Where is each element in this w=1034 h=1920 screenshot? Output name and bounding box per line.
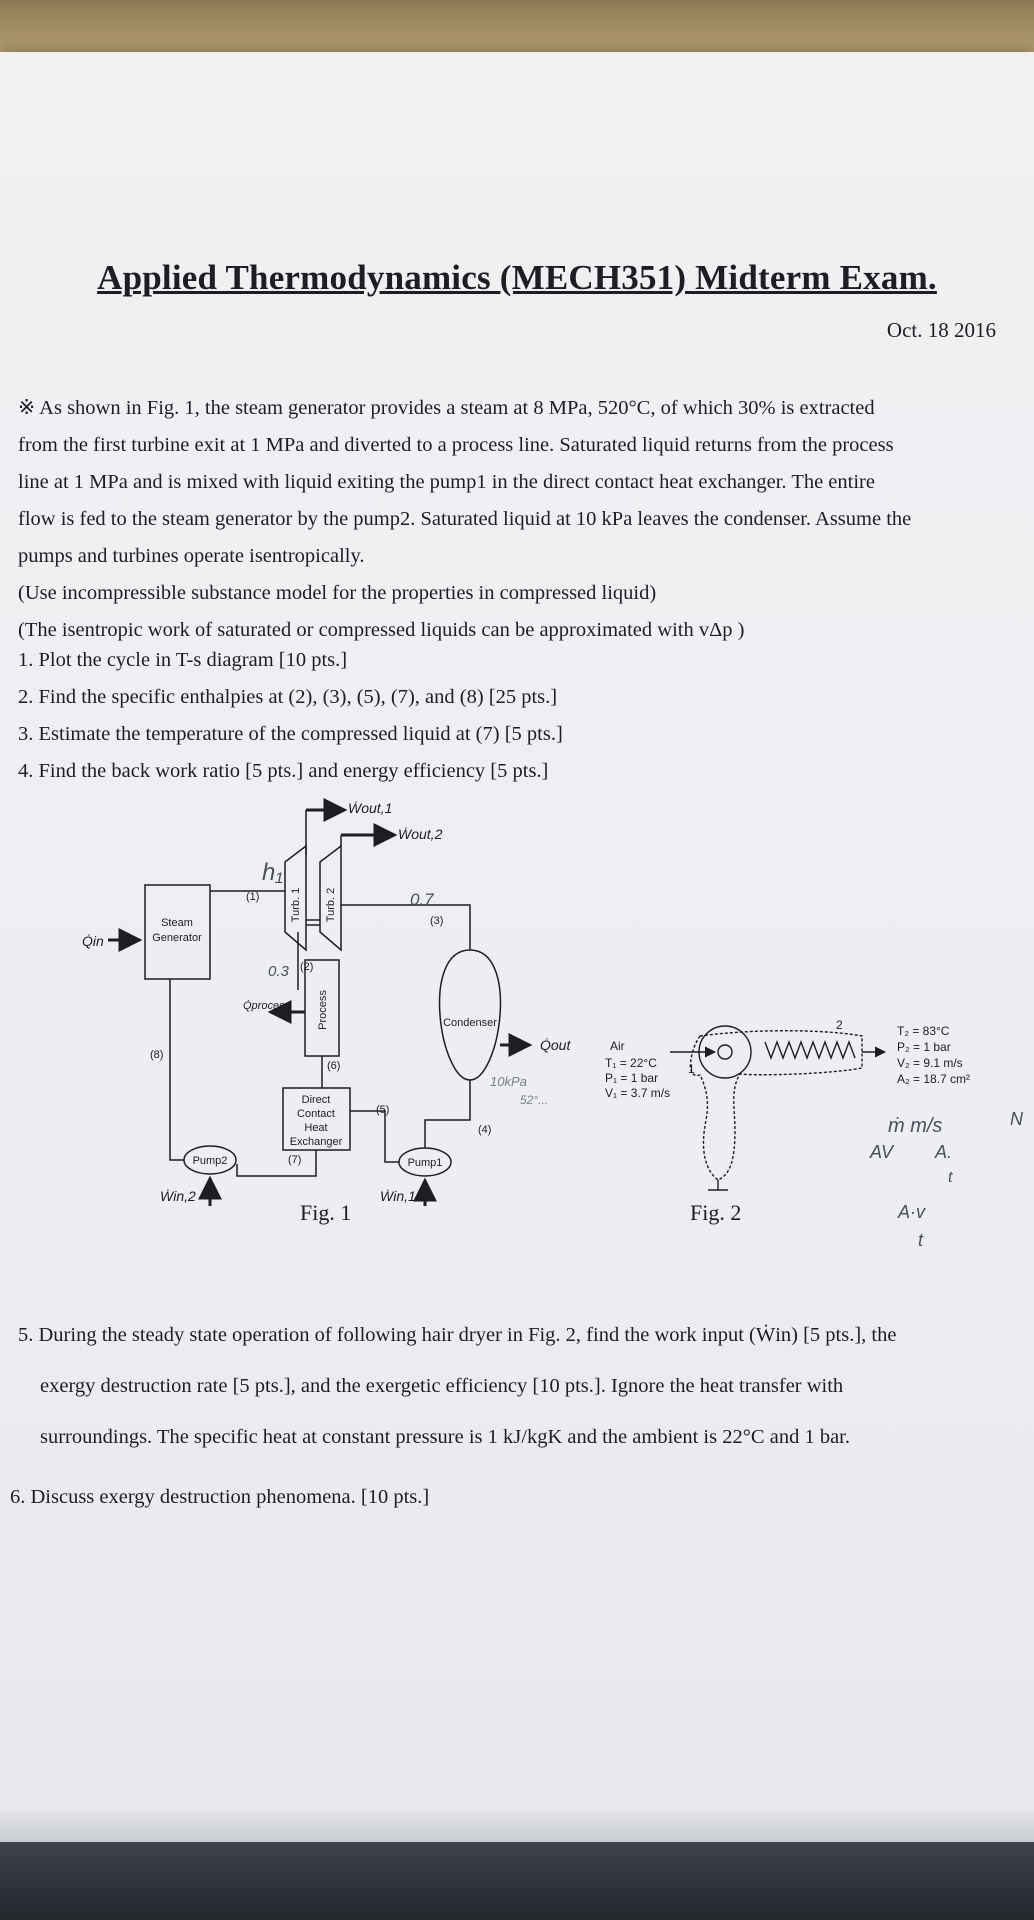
intro-line: from the first turbine exit at 1 MPa and diverted to a process line. Saturated liquid returns from the process xyxy=(18,434,894,456)
exam-date: Oct. 18 2016 xyxy=(886,318,996,342)
handwritten-note: A·v xyxy=(898,1202,925,1222)
pump-1-label: Pump1 xyxy=(407,1157,443,1169)
a2-label: A₂ = 18.7 cm² xyxy=(897,1072,971,1086)
handwritten-note: 52°... xyxy=(520,1093,549,1107)
q-process-label: Q̇process xyxy=(243,1000,291,1012)
p2-label: P₂ = 1 bar xyxy=(897,1040,951,1054)
state-label: (3) xyxy=(430,915,444,927)
q-out-label: Q̇out xyxy=(540,1037,571,1053)
turbine-1-label: Turb. 1 xyxy=(290,887,302,923)
handwritten-note: ṁ m/s xyxy=(888,1115,943,1137)
intro-line: pumps and turbines operate isentropically. xyxy=(18,545,365,567)
paper-stack-edge xyxy=(0,1812,1034,1842)
question-5-line: 5. During the steady state operation of following hair dryer in Fig. 2, find the work input (Ẇin) [5 pts.], the xyxy=(18,1324,897,1346)
state-label: (7) xyxy=(288,1154,302,1166)
problem-statement xyxy=(18,390,1003,649)
q-in-label: Q̇in xyxy=(82,933,104,949)
steam-generator-label: Generator xyxy=(152,932,202,944)
condenser-label: Condenser xyxy=(443,1017,497,1029)
state-label: (2) xyxy=(300,961,314,973)
question-5-line: surroundings. The specific heat at constant pressure is 1 kJ/kgK and the ambient is 22°C and 1 bar. xyxy=(40,1426,851,1448)
state-2-label: 2 xyxy=(836,1018,843,1032)
t2-label: T₂ = 83°C xyxy=(897,1024,950,1038)
handwritten-note: h₁ xyxy=(262,859,283,886)
dark-surface xyxy=(0,1842,1034,1920)
handwritten-note: A. xyxy=(935,1142,953,1162)
handwritten-note: N xyxy=(1010,1109,1023,1129)
v1-label: V₁ = 3.7 m/s xyxy=(605,1086,671,1100)
dchx-label: Heat xyxy=(304,1122,328,1134)
w-out2-label: Ẇout,2 xyxy=(398,826,443,842)
question-3: 3. Estimate the temperature of the compressed liquid at (7) [5 pts.] xyxy=(18,723,563,745)
figure-2-caption: Fig. 2 xyxy=(690,1200,742,1225)
handwritten-note: t xyxy=(918,1230,924,1250)
state-label: (8) xyxy=(150,1049,164,1061)
intro-line: line at 1 MPa and is mixed with liquid exiting the pump1 in the direct contact heat exchanger. The entire xyxy=(18,471,875,493)
exam-title: Applied Thermodynamics (MECH351) Midterm Exam. xyxy=(97,258,937,297)
state-label: (4) xyxy=(478,1124,492,1136)
w-in2-label: Ẇin,2 xyxy=(160,1188,196,1204)
w-out1-label: Ẇout,1 xyxy=(348,800,393,816)
pump-2-label: Pump2 xyxy=(192,1155,228,1167)
w-in1-label: Ẇin,1 xyxy=(380,1188,416,1204)
question-5-line: exergy destruction rate [5 pts.], and the exergetic efficiency [10 pts.]. Ignore the heat transfer with xyxy=(40,1375,844,1397)
dchx-label: Exchanger xyxy=(289,1136,343,1148)
process-label: Process xyxy=(317,990,329,1030)
dchx-label: Contact xyxy=(297,1108,335,1120)
handwritten-note: AV xyxy=(870,1142,894,1162)
steam-generator-label: Steam xyxy=(161,917,193,929)
exam-paper xyxy=(0,52,1034,1842)
intro-line: flow is fed to the steam generator by the pump2. Saturated liquid at 10 kPa leaves the condenser. Assume the xyxy=(18,508,912,530)
v2-label: V₂ = 9.1 m/s xyxy=(897,1056,963,1070)
turbine-2-label: Turb. 2 xyxy=(325,887,337,923)
question-1: 1. Plot the cycle in T-s diagram [10 pts.] xyxy=(18,649,348,671)
state-1-label: 1 xyxy=(688,1062,695,1076)
question-5 xyxy=(18,1310,1003,1463)
state-label: (1) xyxy=(246,891,260,903)
p1-label: P₁ = 1 bar xyxy=(605,1071,659,1085)
handwritten-note: 0.3 xyxy=(268,963,289,980)
handwritten-note: 10kPa xyxy=(490,1074,527,1089)
intro-line: (Use incompressible substance model for the properties in compressed liquid) xyxy=(18,582,657,604)
intro-line: ※ As shown in Fig. 1, the steam generator provides a steam at 8 MPa, 520°C, of which 30% is extracted xyxy=(18,397,875,419)
t1-label: T₁ = 22°C xyxy=(605,1056,657,1070)
question-6: 6. Discuss exergy destruction phenomena. [10 pts.] xyxy=(10,1486,430,1508)
figure-1-caption: Fig. 1 xyxy=(300,1200,352,1225)
handwritten-note: t xyxy=(948,1169,953,1186)
question-4: 4. Find the back work ratio [5 pts.] and energy efficiency [5 pts.] xyxy=(18,760,549,782)
question-2: 2. Find the specific enthalpies at (2), (3), (5), (7), and (8) [25 pts.] xyxy=(18,686,558,708)
intro-line: (The isentropic work of saturated or compressed liquids can be approximated with vΔp ) xyxy=(18,619,745,641)
state-label: (6) xyxy=(327,1060,341,1072)
state-label: (5) xyxy=(376,1104,390,1116)
air-label: Air xyxy=(610,1039,625,1053)
dchx-label: Direct xyxy=(301,1094,331,1106)
handwritten-note: 0.7 xyxy=(410,890,434,909)
